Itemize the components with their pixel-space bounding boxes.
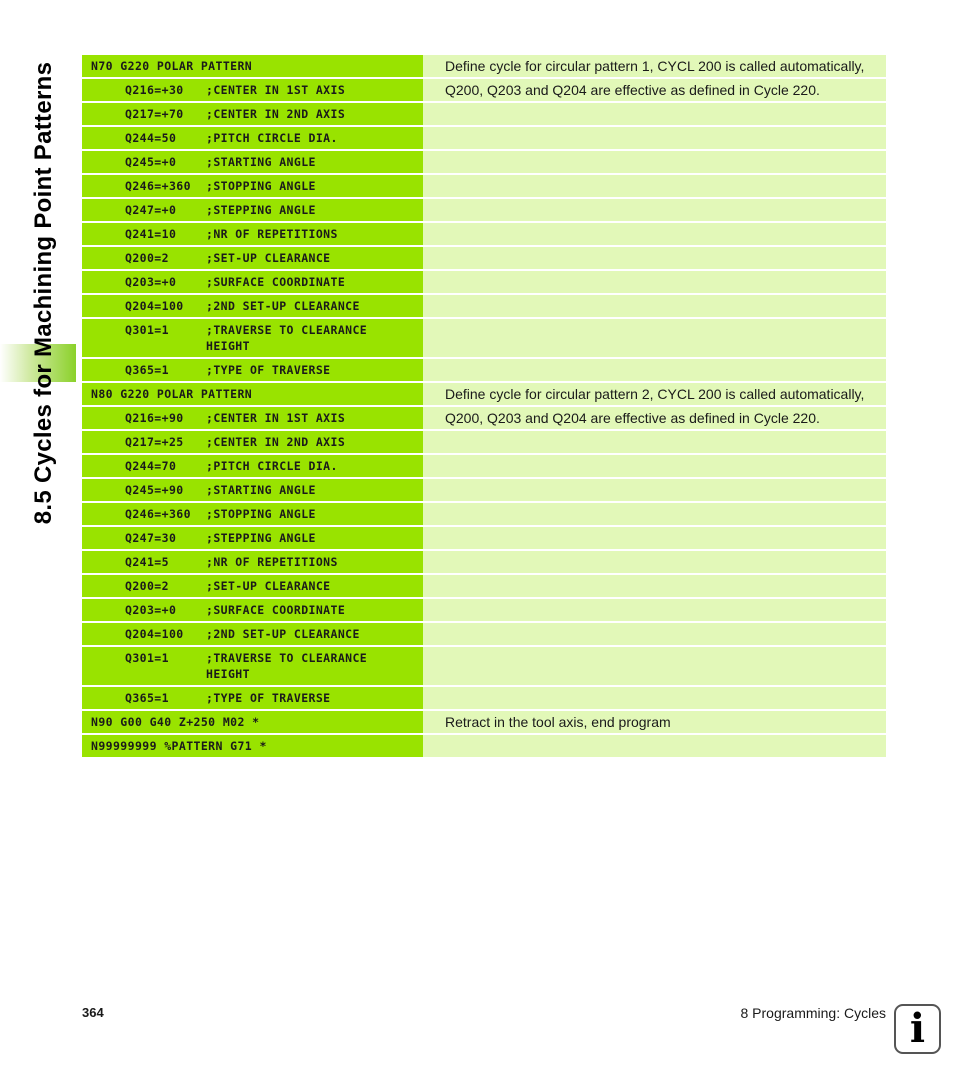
nc-parameter-line [82,407,423,429]
table-row [82,79,886,101]
description [423,151,886,173]
parameter-value: Q217=+70 [125,107,184,121]
parameter-comment: ;SET-UP CLEARANCE [206,579,331,593]
nc-parameter-line [82,319,423,357]
description [423,247,886,269]
parameter-comment: ;STARTING ANGLE [206,155,316,169]
parameter-value: Q246=+360 [125,179,191,193]
parameter-value: Q204=100 [125,299,184,313]
nc-parameter-line [82,151,423,173]
description [423,295,886,317]
parameter-value: Q245=+90 [125,483,184,497]
nc-parameter-line [82,271,423,293]
description [423,623,886,645]
description [423,503,886,525]
table-row [82,151,886,173]
description [423,127,886,149]
table-row [82,359,886,381]
parameter-comment: ;TRAVERSE TO CLEARANCE HEIGHT [206,323,368,353]
nc-block: N80 G220 POLAR PATTERN [82,383,423,405]
table-row [82,295,886,317]
nc-parameter-line [82,503,423,525]
table-row [82,271,886,293]
parameter-comment: ;NR OF REPETITIONS [206,227,338,241]
parameter-value: Q217=+25 [125,435,184,449]
table-row [82,103,886,125]
parameter-comment: ;STARTING ANGLE [206,483,316,497]
nc-parameter-line [82,223,423,245]
parameter-value: Q200=2 [125,579,169,593]
parameter-value: Q246=+360 [125,507,191,521]
parameter-comment: ;2ND SET-UP CLEARANCE [206,299,360,313]
table-row [82,223,886,245]
description: Define cycle for circular pattern 1, CYCL 200 is called automatically, [423,55,886,77]
parameter-value: Q241=10 [125,227,177,241]
description [423,199,886,221]
info-icon-glyph: i [909,1005,926,1052]
parameter-comment: ;STEPPING ANGLE [206,203,316,217]
description [423,575,886,597]
parameter-value: Q244=50 [125,131,177,145]
table-row [82,599,886,621]
nc-parameter-line [82,175,423,197]
table-row [82,687,886,709]
parameter-comment: ;SURFACE COORDINATE [206,275,346,289]
side-title [22,55,66,530]
table-row [82,623,886,645]
nc-parameter-line [82,199,423,221]
parameter-value: Q204=100 [125,627,184,641]
nc-parameter-line [82,599,423,621]
description [423,175,886,197]
table-row [82,503,886,525]
table-row [82,735,886,757]
description [423,599,886,621]
nc-block: N70 G220 POLAR PATTERN [82,55,423,77]
chapter-label: 8 Programming: Cycles [740,1005,886,1021]
description: Retract in the tool axis, end program [423,711,886,733]
info-icon[interactable] [894,1004,941,1054]
description [423,735,886,757]
nc-parameter-line [82,479,423,501]
nc-parameter-line [82,455,423,477]
description [423,455,886,477]
description [423,687,886,709]
description [423,271,886,293]
description [423,479,886,501]
parameter-comment: ;CENTER IN 1ST AXIS [206,411,346,425]
table-row [82,647,886,685]
nc-block: N90 G00 G40 Z+250 M02 * [82,711,423,733]
nc-parameter-line [82,359,423,381]
parameter-comment: ;TYPE OF TRAVERSE [206,363,331,377]
parameter-comment: ;2ND SET-UP CLEARANCE [206,627,360,641]
nc-parameter-line [82,647,423,685]
table-row [82,431,886,453]
code-table [82,55,886,759]
description [423,319,886,357]
nc-parameter-line [82,551,423,573]
parameter-comment: ;TYPE OF TRAVERSE [206,691,331,705]
page-number: 364 [82,1005,104,1020]
table-row [82,527,886,549]
parameter-value: Q247=30 [125,531,177,545]
table-row [82,127,886,149]
parameter-comment: ;PITCH CIRCLE DIA. [206,459,338,473]
table-row [82,551,886,573]
parameter-value: Q245=+0 [125,155,177,169]
nc-parameter-line [82,295,423,317]
description: Define cycle for circular pattern 2, CYCL 200 is called automatically, [423,383,886,405]
parameter-value: Q216=+90 [125,411,184,425]
table-row [82,455,886,477]
nc-block: N99999999 %PATTERN G71 * [82,735,423,757]
parameter-value: Q244=70 [125,459,177,473]
table-row [82,575,886,597]
description: Q200, Q203 and Q204 are effective as defined in Cycle 220. [423,407,886,429]
parameter-value: Q301=1 [125,323,169,337]
nc-parameter-line [82,247,423,269]
description: Q200, Q203 and Q204 are effective as defined in Cycle 220. [423,79,886,101]
table-row [82,383,886,405]
parameter-comment: ;TRAVERSE TO CLEARANCE HEIGHT [206,651,368,681]
description [423,359,886,381]
table-row [82,319,886,357]
nc-parameter-line [82,623,423,645]
parameter-value: Q200=2 [125,251,169,265]
table-row [82,55,886,77]
description [423,527,886,549]
parameter-comment: ;SURFACE COORDINATE [206,603,346,617]
nc-parameter-line [82,79,423,101]
table-row [82,711,886,733]
parameter-comment: ;CENTER IN 2ND AXIS [206,435,346,449]
nc-parameter-line [82,575,423,597]
nc-parameter-line [82,127,423,149]
table-row [82,479,886,501]
parameter-comment: ;STEPPING ANGLE [206,531,316,545]
parameter-comment: ;SET-UP CLEARANCE [206,251,331,265]
description [423,551,886,573]
parameter-value: Q365=1 [125,691,169,705]
parameter-value: Q203=+0 [125,603,177,617]
table-row [82,407,886,429]
parameter-value: Q247=+0 [125,203,177,217]
parameter-comment: ;CENTER IN 1ST AXIS [206,83,346,97]
parameter-comment: ;PITCH CIRCLE DIA. [206,131,338,145]
table-row [82,247,886,269]
parameter-value: Q301=1 [125,651,169,665]
parameter-comment: ;STOPPING ANGLE [206,507,316,521]
side-title-text: 8.5 Cycles for Machining Point Patterns [30,61,58,524]
parameter-value: Q216=+30 [125,83,184,97]
nc-parameter-line [82,527,423,549]
description [423,103,886,125]
parameter-comment: ;CENTER IN 2ND AXIS [206,107,346,121]
description [423,431,886,453]
parameter-value: Q365=1 [125,363,169,377]
nc-parameter-line [82,431,423,453]
parameter-value: Q241=5 [125,555,169,569]
parameter-comment: ;STOPPING ANGLE [206,179,316,193]
parameter-value: Q203=+0 [125,275,177,289]
nc-parameter-line [82,103,423,125]
description [423,223,886,245]
description [423,647,886,685]
nc-parameter-line [82,687,423,709]
table-row [82,175,886,197]
parameter-comment: ;NR OF REPETITIONS [206,555,338,569]
table-row [82,199,886,221]
